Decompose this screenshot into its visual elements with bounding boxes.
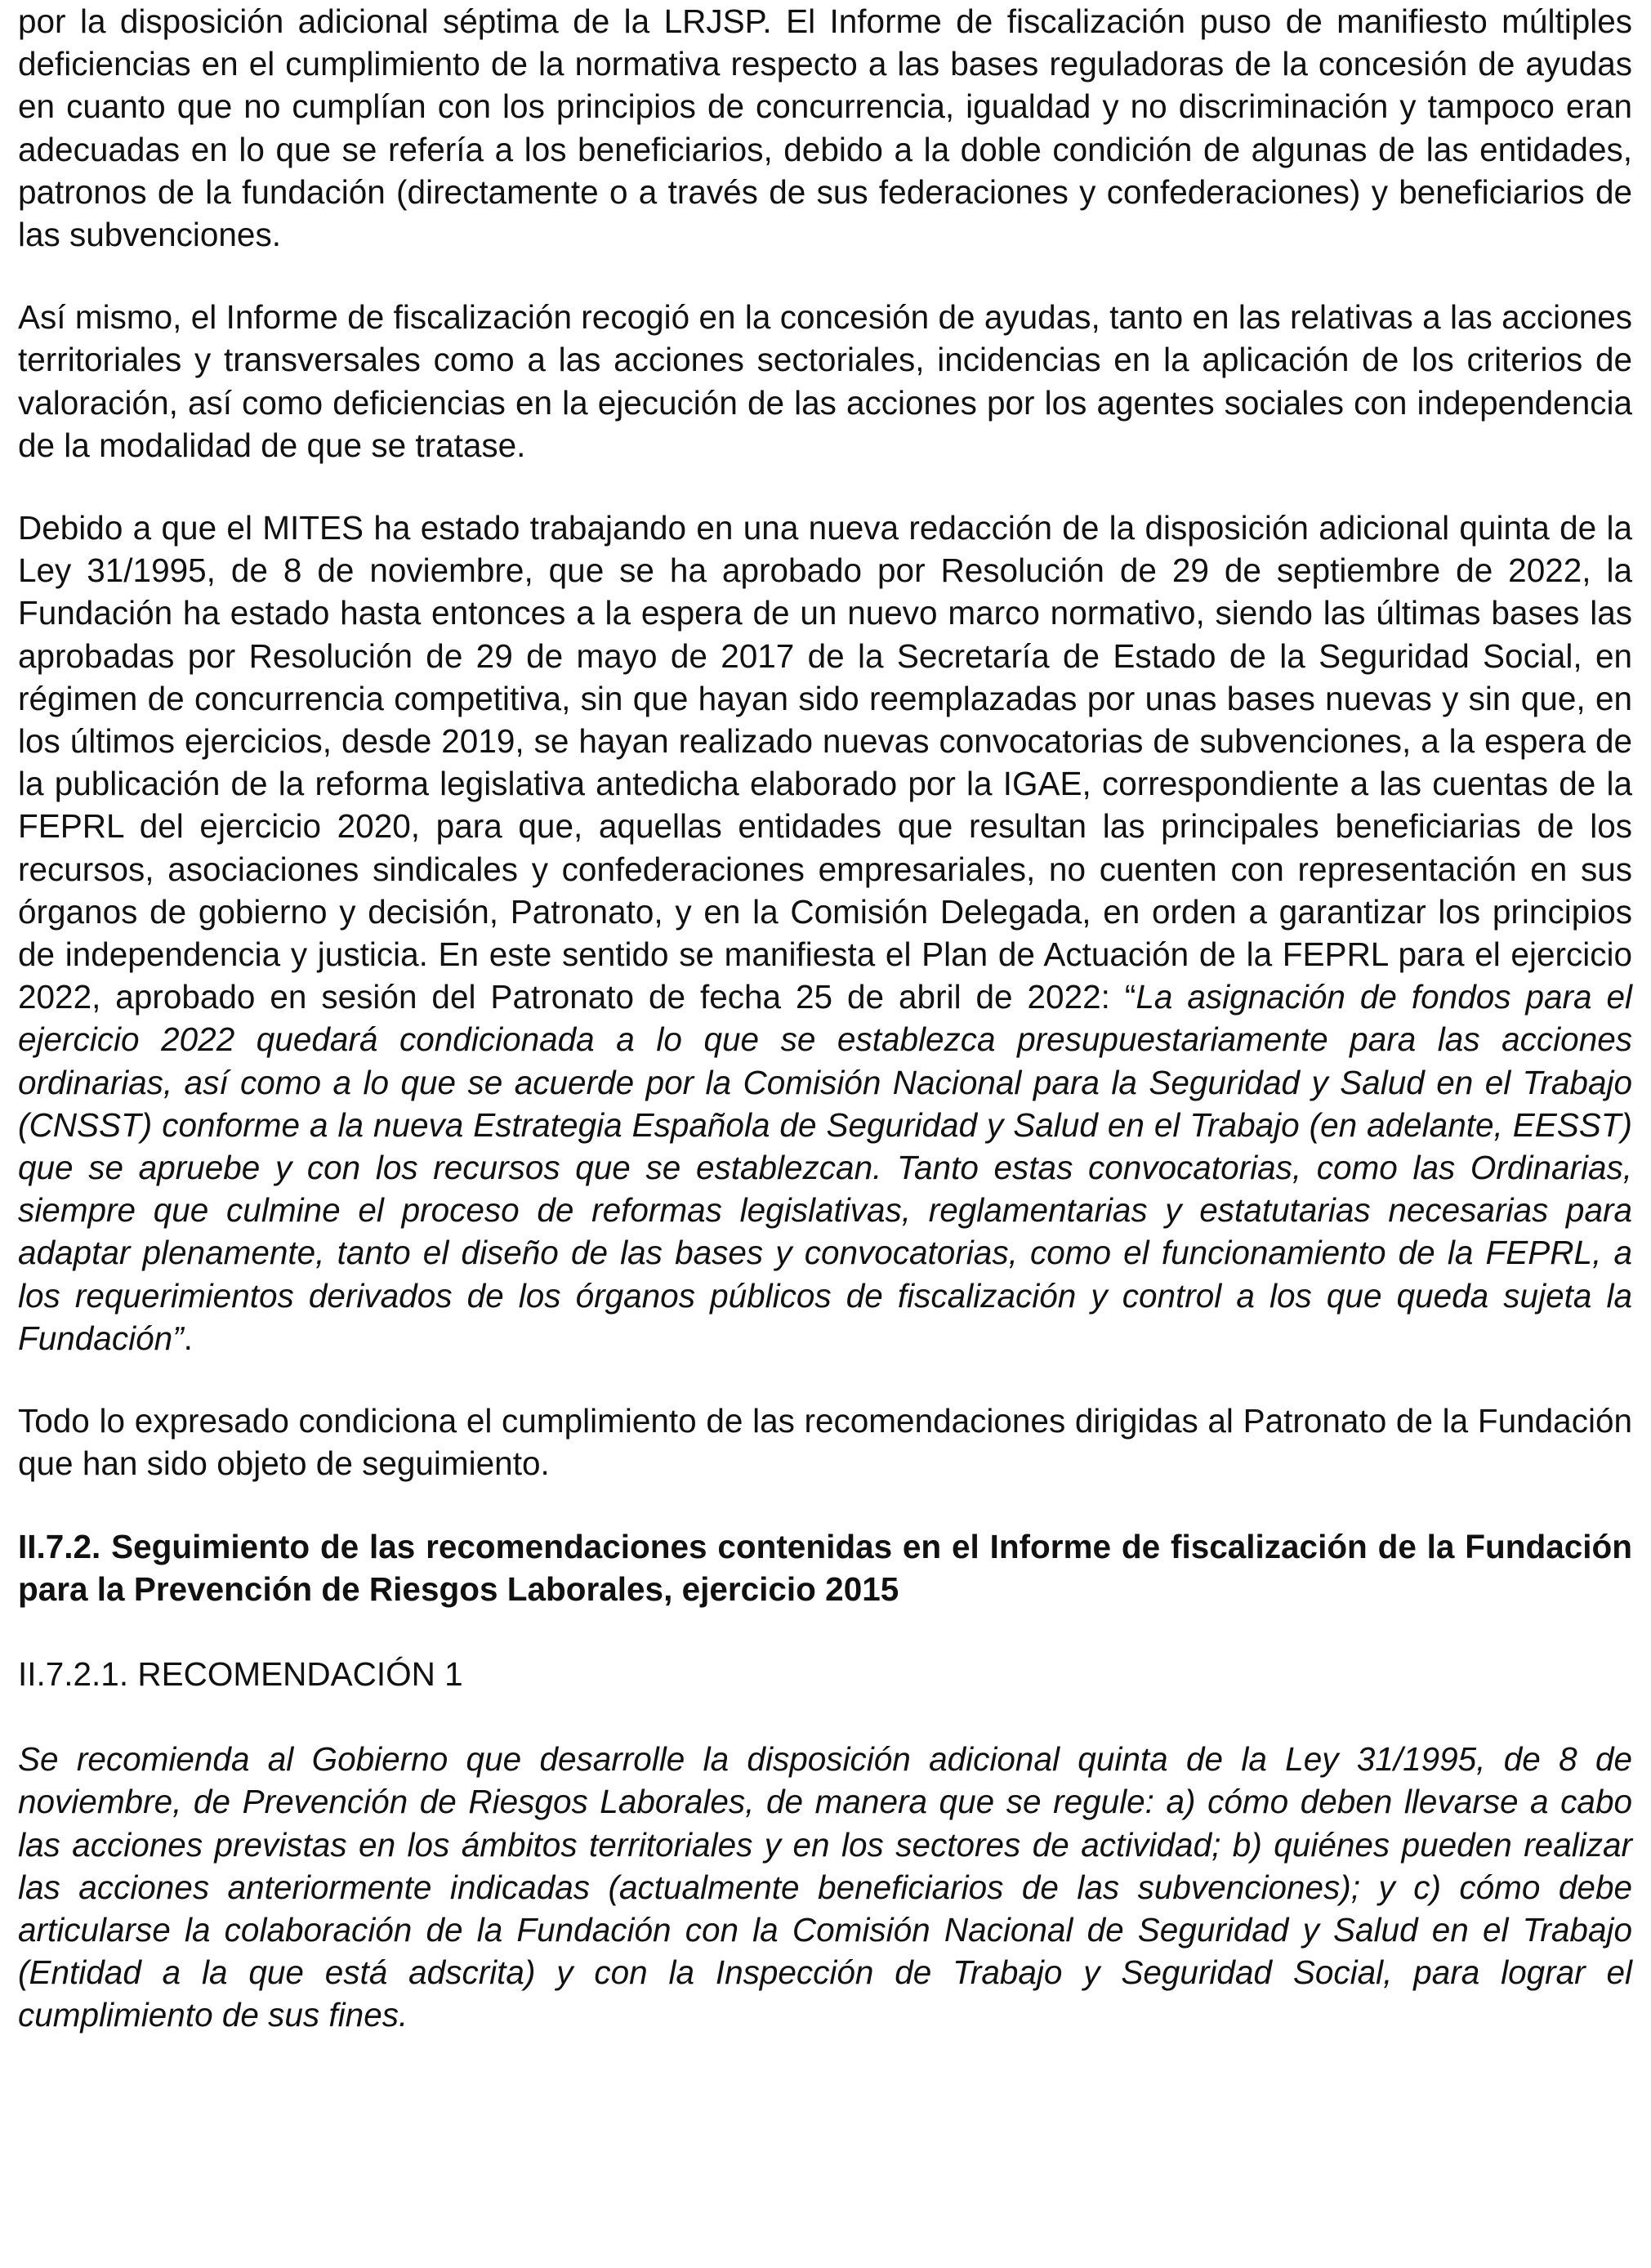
document-page — [18, 0, 1632, 2037]
paragraph-incidencias: Así mismo, el Informe de fiscalización recogió en la concesión de ayudas, tanto en las relativas a las acciones territoriales y transversales como a las acciones sectoriales, incidencias en la aplicación de los criterios de valoración, así como deficiencias en la ejecución de las acciones por los agentes sociales con independencia de la modalidad de que se tratase. — [18, 298, 1632, 464]
paragraph-mites-text: Debido a que el MITES ha estado trabajando en una nueva redacción de la disposición adicional quinta de la Ley 31/1995, de 8 de noviembre, que se ha aprobado por Resolución de 29 de septiembre de 2022, la Fundación ha estado hasta entonces a la espera de un nuevo marco normativo, siendo las últimas bases las aprobadas por Resolución de 29 de mayo de 2017 de la Secretaría de Estado de la Seguridad Social, en régimen de concurrencia competitiva, sin que hayan sido reemplazadas por unas bases nuevas y sin que, en los últimos ejercicios, desde 2019, se hayan realizado nuevas convocatorias de subvenciones, a la espera de la publicación de la reforma legislativa antedicha elaborado por la IGAE, correspondiente a las cuentas de la FEPRL del ejercicio 2020, para que, aquellas entidades que resultan las principales beneficiarias de los recursos, asociaciones sindicales y confederaciones empresariales, no cuenten con representación en sus órganos de gobierno y decisión, Patronato, y en la Comisión Delegada, en orden a garantizar los principios de independencia y justicia. En este sentido se manifiesta el Plan de Actuación de la FEPRL para el ejercicio 2022, aprobado en sesión del Patronato de fecha 25 de abril de 2022: “ — [18, 509, 1632, 1016]
paragraph-condiciona: Todo lo expresado condiciona el cumplimiento de las recomendaciones dirigidas al Patronato de la Fundación que han sido objeto de seguimiento. — [18, 1402, 1632, 1483]
recommendation-text: Se recomienda al Gobierno que desarrolle la disposición adicional quinta de la Ley 31/1995, de 8 de noviembre, de Prevención de Riesgos Laborales, de manera que se regule: a) cómo deben llevarse a cabo las acciones previstas en los ámbitos territoriales y en los sectores de actividad; b) quiénes pueden realizar las acciones anteriormente indicadas (actualmente beneficiarios de las subvenciones); y c) cómo debe articularse la colaboración de la Fundación con la Comisión Nacional de Seguridad y Salud en el Trabajo (Entidad a la que está adscrita) y con la Inspección de Trabajo y Seguridad Social, para lograr el cumplimiento de sus fines. — [18, 1740, 1632, 2034]
section-heading: II.7.2. Seguimiento de las recomendaciones contenidas en el Informe de fiscalización de la Fundación para la Prevención de Riesgos Laborales, ejercicio 2015 — [18, 1527, 1632, 1608]
paragraph-mites — [18, 507, 1632, 1359]
plan-actuacion-quote: La asignación de fondos para el ejercicio 2022 quedará condicionada a lo que se establezca presupuestariamente para las acciones ordinarias, así como a lo que se acuerde por la Comisión Nacional para la Seguridad y Salud en el Trabajo (CNSST) conforme a la nueva Estrategia Española de Seguridad y Salud en el Trabajo (en adelante, EESST) que se apruebe y con los recursos que se establezcan. Tanto estas convocatorias, como las Ordinarias, siempre que culmine el proceso de reformas legislativas, reglamentarias y estatutarias necesarias para adaptar plenamente, tanto el diseño de las bases y convocatorias, como el funcionamiento de la FEPRL, a los requerimientos derivados de los órganos públicos de fiscalización y control a los que queda sujeta la Fundación” — [18, 978, 1632, 1357]
paragraph-deficiencias: por la disposición adicional séptima de la LRJSP. El Informe de fiscalización puso de manifiesto múltiples deficiencias en el cumplimiento de la normativa respecto a las bases reguladoras de la concesión de ayudas en cuanto que no cumplían con los principios de concurrencia, igualdad y no discriminación y tampoco eran adecuadas en lo que se refería a los beneficiarios, debido a la doble condición de algunas de las entidades, patronos de la fundación (directamente o a través de sus federaciones y confederaciones) y beneficiarios de las subvenciones. — [18, 2, 1632, 254]
recommendation-subheading: II.7.2.1. RECOMENDACIÓN 1 — [18, 1654, 463, 1693]
paragraph-mites-end: . — [183, 1319, 193, 1357]
